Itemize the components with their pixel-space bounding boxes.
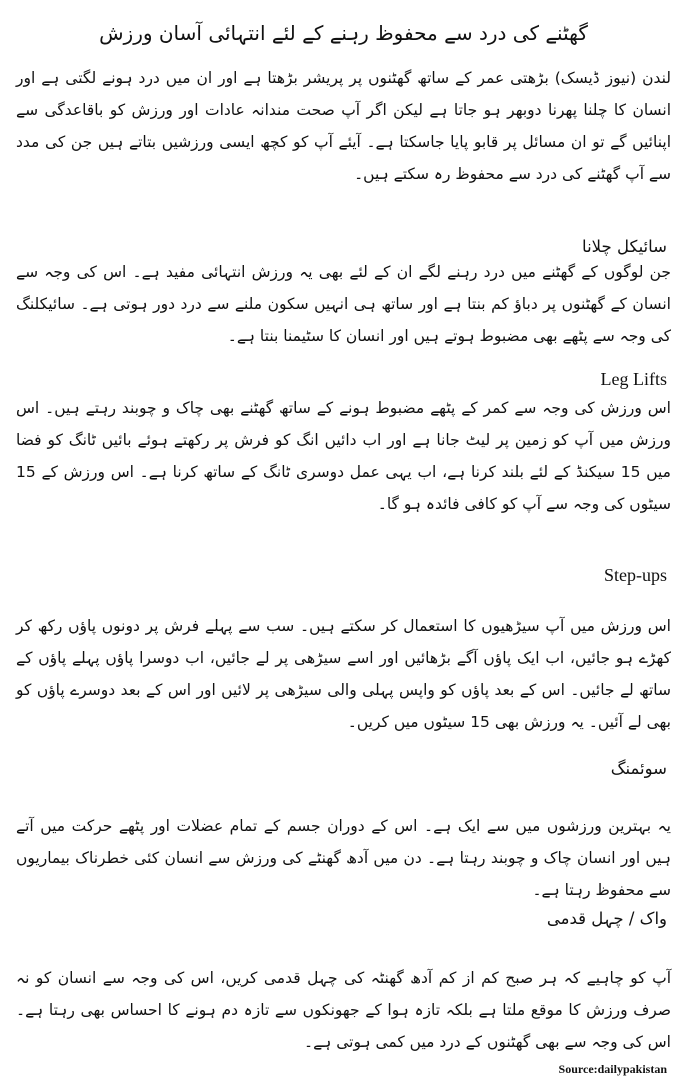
section-body-walk: آپ کو چاہیے کہ ہر صبح کم از کم آدھ گھنٹہ کی چہل قدمی کریں، اس کی وجہ سے انسان کو نہ صرف ورزش کا موقع ملتا ہے بلکہ تازہ ہوا کے جھونکوں سے تازہ دم ہونے کا احساس بھی رہتا ہے۔ اس کی وجہ سے بھی گھٹنوں کے درد میں کمی ہوتی ہے۔ [16, 969, 671, 1051]
section-heading-swimming: سوئمنگ [610, 759, 667, 778]
section-heading-leg-lifts: Leg Lifts [600, 369, 667, 389]
section-heading-cycling: سائیکل چلانا [582, 237, 667, 256]
section-body-step-ups: اس ورزش میں آپ سیڑھیوں کا استعمال کر سکتے ہیں۔ سب سے پہلے فرش پر دونوں پاؤں رکھ کر کھڑے ہو جائیں، اب ایک پاؤں آگے بڑھائیں اور اسے سیڑھی پر لے جائیں، اب دوسرا پاؤں پہلے پاؤں کے ساتھ لے جائیں۔ اس کے بعد پاؤں کو واپس پہلی والی سیڑھی پر لائیں اور اس کے بعد دوسرے پاؤں کو بھی لے آئیں۔ یہ ورزش بھی 15 سیٹوں میں کریں۔ [16, 617, 671, 731]
article-title: گھٹنے کی درد سے محفوظ رہنے کے لئے انتہائی آسان ورزش [99, 21, 588, 45]
section-body-cycling: جن لوگوں کے گھٹنے میں درد رہنے لگے ان کے لئے بھی یہ ورزش انتہائی مفید ہے۔ اس کی وجہ سے انسان کے گھٹنوں پر دباؤ کم بنتا ہے اور ساتھ ہی انہیں سکون ملنے سے درد دور ہوتی ہے۔ سائیکلنگ کی وجہ سے پٹھے بھی مضبوط ہوتے ہیں اور انسان کا سٹیمنا بنتا ہے۔ [16, 263, 671, 345]
section-heading-step-ups: Step-ups [604, 565, 667, 585]
section-body-leg-lifts: اس ورزش کی وجہ سے کمر کے پٹھے مضبوط ہونے کے ساتھ گھٹنے بھی چاک و چوبند رہتے ہیں۔ اس ورزش میں آپ کو زمین پر لیٹ جانا ہے اور اب دائیں انگ کو فرش پر رکھتے ہوئے بائیں ٹانگ کو فضا میں 15 سیکنڈ کے لئے بلند کرنا ہے، اب یہی عمل دوسری ٹانگ کے ساتھ کرنا ہے۔ اس ورزش کے 15 سیٹوں کی وجہ سے آپ کو کافی فائدہ ہو گا۔ [16, 399, 671, 513]
intro-paragraph: لندن (نیوز ڈیسک) بڑھتی عمر کے ساتھ گھٹنوں پر پریشر بڑھتا ہے اور ان میں درد ہونے لگتی ہے اور انسان کا چلنا پھرنا دوبھر ہو جاتا ہے لیکن اگر آپ صحت مندانہ عادات اور ورزش کو باقاعدگی سے اپنائیں گے تو ان مسائل پر قابو پایا جاسکتا ہے۔ آیئے آپ کو کچھ ایسی ورزشیں بتاتے ہیں جن کی مدد سے آپ گھٹنے کی درد سے محفوظ رہ سکتے ہیں۔ [16, 69, 671, 183]
section-body-swimming: یہ بہترین ورزشوں میں سے ایک ہے۔ اس کے دوران جسم کے تمام عضلات اور پٹھے حرکت میں آتے ہیں اور انسان چاک و چوبند رہتا ہے۔ دن میں آدھ گھنٹے کی ورزش سے انسان کئی خطرناک بیماریوں سے محفوظ رہتا ہے۔ [16, 817, 671, 899]
section-heading-walk: واک / چہل قدمی [546, 909, 667, 928]
source-credit: Source:dailypakistan [558, 1062, 667, 1076]
